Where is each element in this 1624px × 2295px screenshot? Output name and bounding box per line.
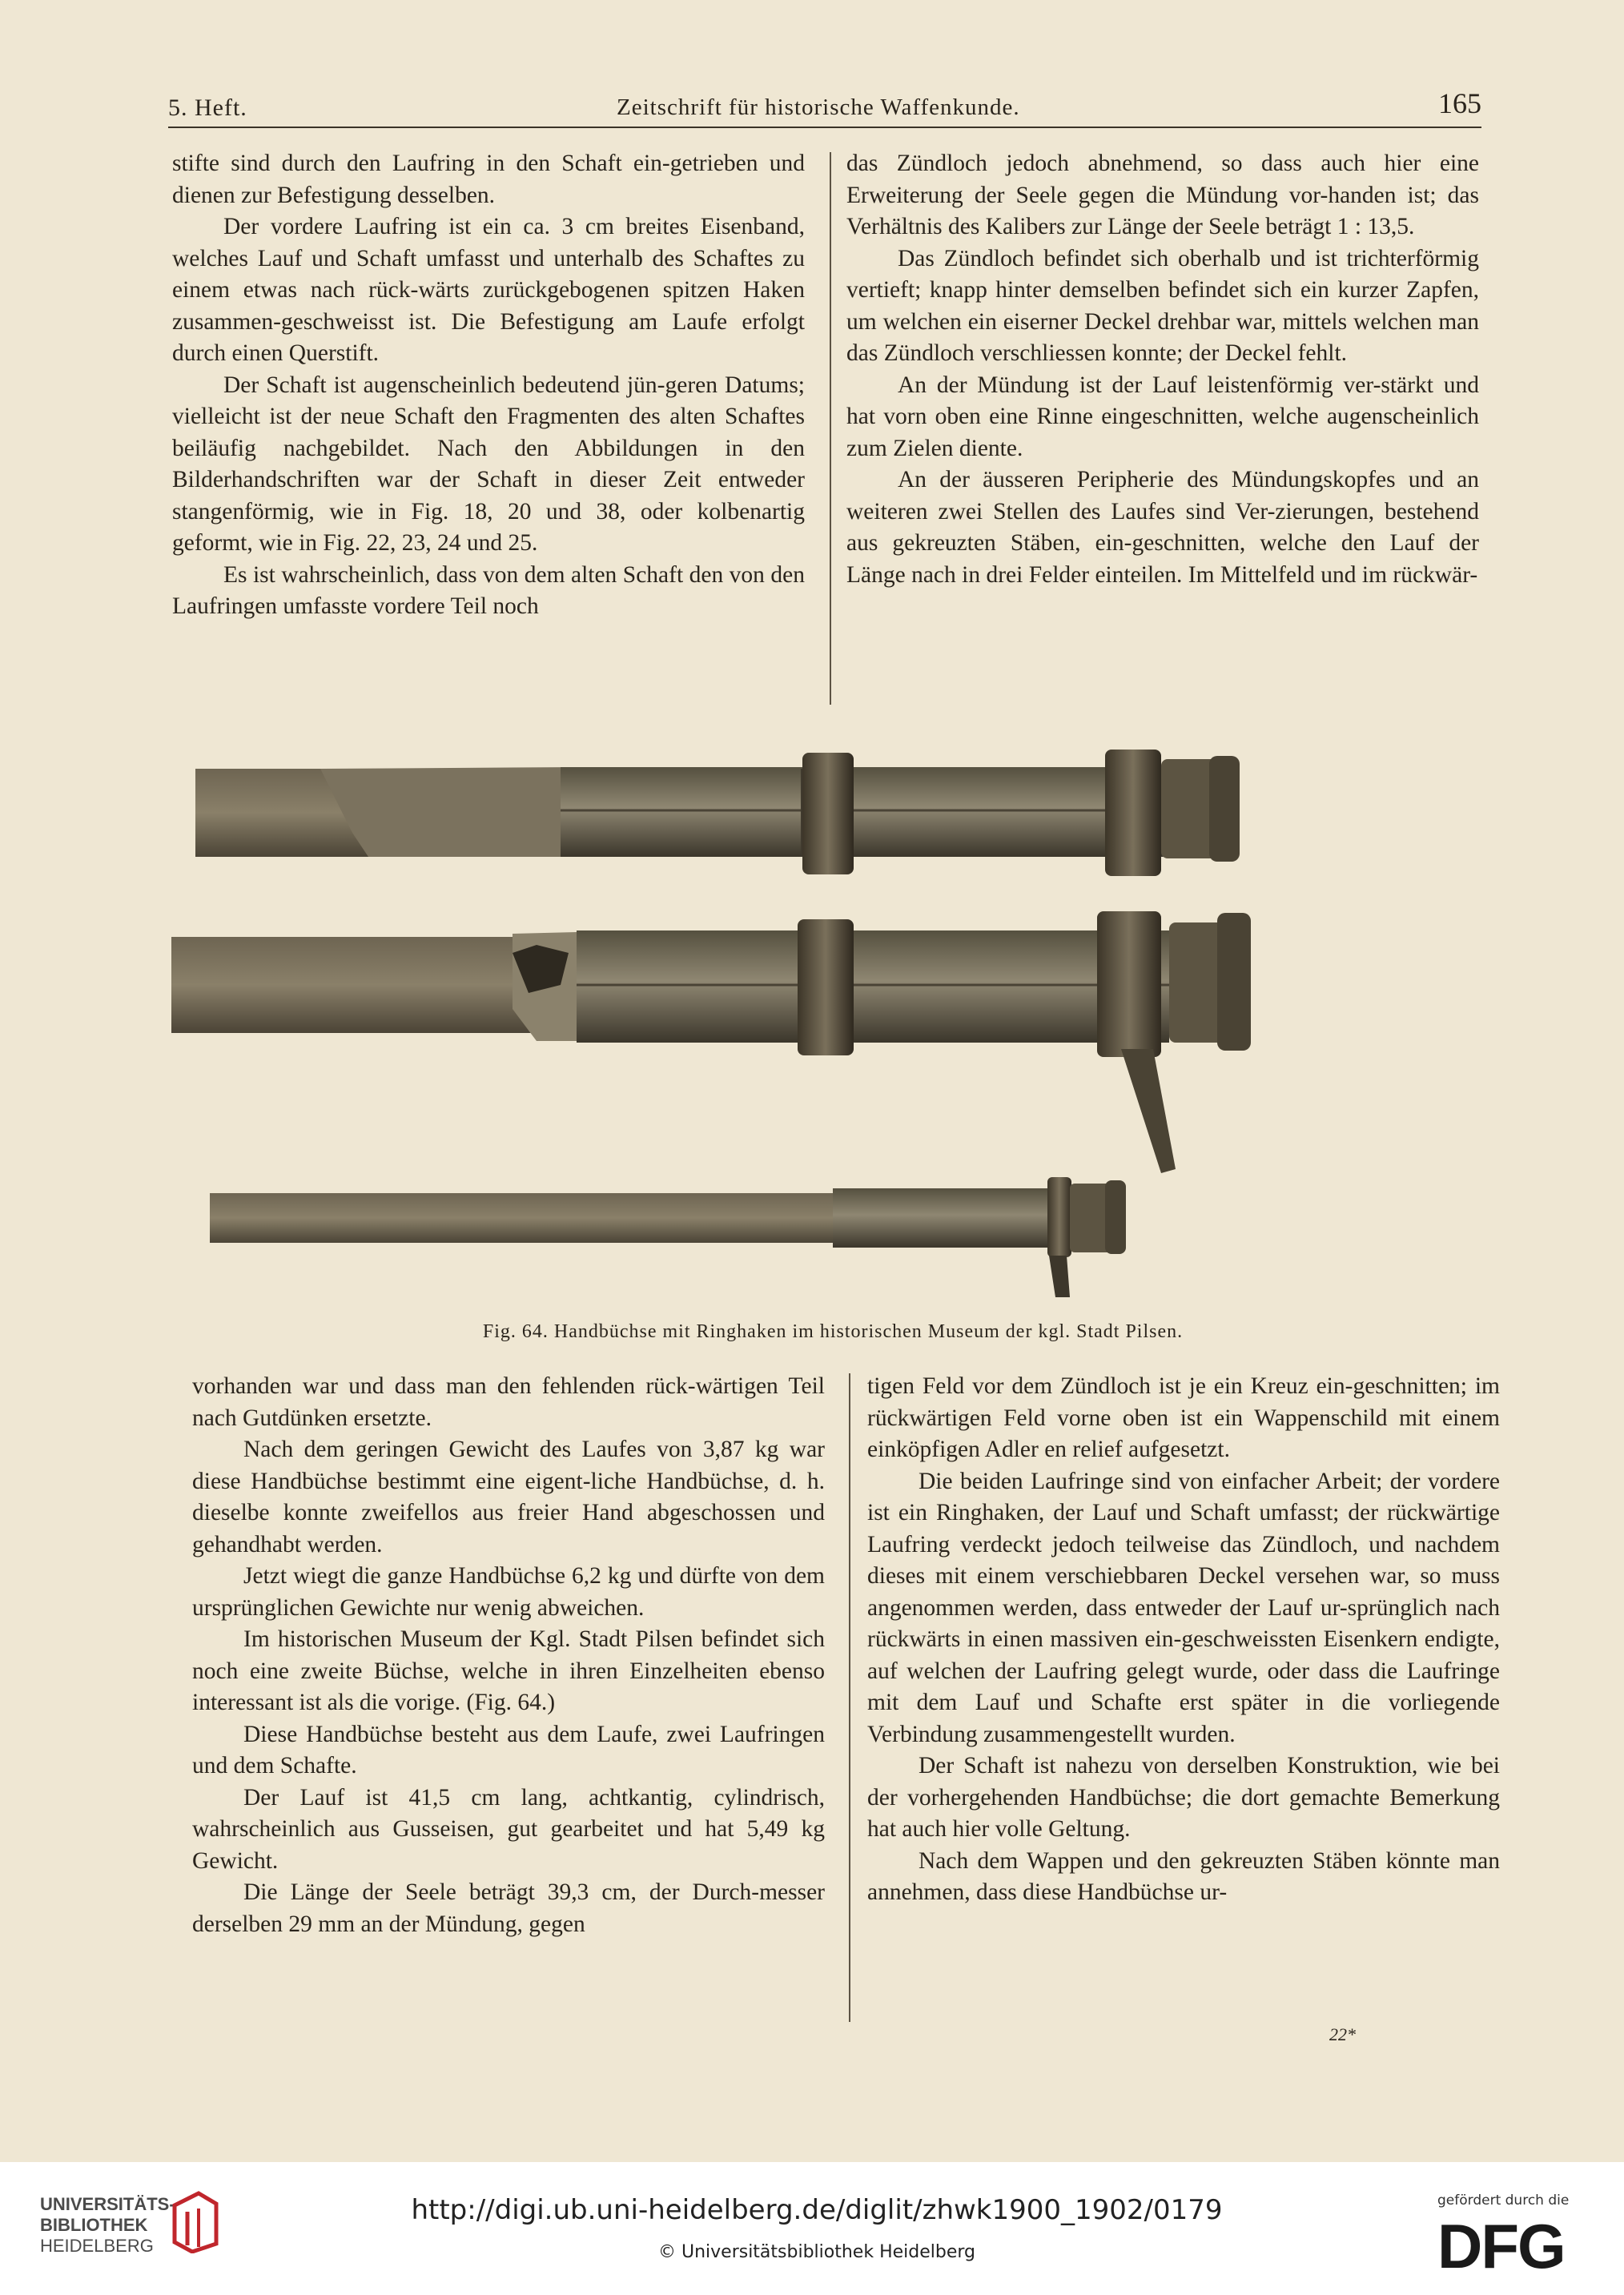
page-number: 165 xyxy=(1438,87,1481,119)
handbuechse-photograph xyxy=(160,721,1505,1313)
journal-title: Zeitschrift für historische Waffenkunde. xyxy=(617,94,1020,120)
barrel-top xyxy=(195,750,1240,876)
paragraph: Das Zündloch befindet sich oberhalb und ist trichterförmig vertieft; knapp hinter demselben befindet sich ein kurzer Zapfen, um welchen ein eiserner Deckel drehbar war, mittels welchen man das Zündloch verschliessen konnte; der Deckel fehlt. xyxy=(846,245,1479,366)
paragraph: Nach dem Wappen und den gekreuzten Stäben könnte man annehmen, dass diese Handbüchse ur- xyxy=(867,1847,1500,1905)
paragraph: Der Lauf ist 41,5 cm lang, achtkantig, cylindrisch, wahrscheinlich aus Gusseisen, gut gearbeitet und hat 5,49 kg Gewicht. xyxy=(192,1784,825,1874)
running-header xyxy=(168,86,1481,127)
paragraph: Jetzt wiegt die ganze Handbüchse 6,2 kg und dürfte von dem ursprünglichen Gewichte nur wenig abweichen. xyxy=(192,1563,825,1621)
paragraph: An der äusseren Peripherie des Mündungskopfes und an weiteren zwei Stellen des Laufes sind Ver-zierungen, bestehend aus gekreuzten Stäben, ein-geschnitten, welche den Lauf der Länge nach in drei Felder einteilen. Im Mittelfeld und im rückwär- xyxy=(846,467,1479,588)
barrel-middle xyxy=(171,911,1251,1173)
paragraph: Diese Handbüchse besteht aus dem Laufe, zwei Laufringen und dem Schafte. xyxy=(192,1721,825,1779)
top-left-column xyxy=(172,148,805,623)
bottom-left-column xyxy=(192,1371,825,1940)
paragraph: Der Schaft ist nahezu von derselben Konstruktion, wie bei der vorhergehenden Handbüchse; die dort gemachte Bemerkung hat auch hier volle Geltung. xyxy=(867,1753,1500,1842)
viewer-footer xyxy=(0,2162,1624,2295)
paragraph: Es ist wahrscheinlich, dass von dem alten Schaft den von den Laufringen umfasste vordere Teil noch xyxy=(172,561,805,619)
signature-mark: 22* xyxy=(1329,2024,1356,2044)
paragraph: Im historischen Museum der Kgl. Stadt Pilsen befindet sich noch eine zweite Büchse, welche in ihren Einzelheiten ebenso interessant ist als die vorige. (Fig. 64.) xyxy=(192,1626,825,1715)
column-rule xyxy=(830,152,831,705)
library-emblem-icon xyxy=(167,2189,223,2253)
library-name-line: UNIVERSITÄTS- xyxy=(40,2194,175,2214)
paragraph: Die Länge der Seele beträgt 39,3 cm, der Durch-messer derselben 29 mm an der Mündung, gegen xyxy=(192,1879,825,1937)
copyright-notice: © Universitätsbibliothek Heidelberg xyxy=(657,2242,975,2262)
paragraph: Der Schaft ist augenscheinlich bedeutend jün-geren Datums; vielleicht ist der neue Schaft den Fragmenten des alten Schaftes beiläufig nachgebildet. Nach den Abbildungen in den Bilderhandschriften war der Schaft in dieser Zeit entweder stangenförmig, wie in Fig. 18, 20 und 38, oder kolbenartig geformt, wie in Fig. 22, 23, 24 und 25. xyxy=(172,372,805,556)
funder-label: gefördert durch die xyxy=(1437,2193,1570,2209)
header-rule xyxy=(168,127,1481,128)
paragraph: stifte sind durch den Laufring in den Schaft ein-getrieben und dienen zur Befestigung desselben. xyxy=(172,151,805,208)
paragraph: Der vordere Laufring ist ein ca. 3 cm breites Eisenband, welches Lauf und Schaft umfasst und unterhalb des Schaftes zu einem etwas nach rück-wärts zurückgebogenen spitzen Haken zusammen-geschweisst ist. Die Befestigung am Laufe erfolgt durch einen Querstift. xyxy=(172,214,805,366)
bottom-right-column xyxy=(867,1371,1500,1909)
issue-label: 5. Heft. xyxy=(168,94,247,121)
paragraph: vorhanden war und dass man den fehlenden rück-wärtigen Teil nach Gutdünken ersetzte. xyxy=(192,1373,825,1431)
top-right-column xyxy=(846,148,1479,591)
library-name-line: HEIDELBERG xyxy=(40,2236,154,2256)
permalink[interactable]: http://digi.ub.uni-heidelberg.de/diglit/zhwk1900_1902/0179 xyxy=(411,2194,1223,2226)
library-name-line: BIBLIOTHEK xyxy=(40,2215,148,2235)
barrel-bottom xyxy=(210,1177,1126,1297)
paragraph: tigen Feld vor dem Zündloch ist je ein Kreuz ein-geschnitten; im rückwärtigen Feld vorne oben ist ein Wappenschild mit einem einköpfigen Adler en relief aufgesetzt. xyxy=(867,1373,1500,1462)
paragraph: Nach dem geringen Gewicht des Laufes von 3,87 kg war diese Handbüchse bestimmt eine eigent-liche Handbüchse, d. h. dieselbe konnte zweifellos aus freier Hand abgeschossen und gehandhabt werden. xyxy=(192,1437,825,1557)
paragraph: An der Mündung ist der Lauf leistenförmig ver-stärkt und hat vorn oben eine Rinne eingeschnitten, welche augenscheinlich zum Zielen diente. xyxy=(846,372,1479,461)
column-rule xyxy=(849,1373,850,2022)
paragraph: Die beiden Laufringe sind von einfacher Arbeit; der vordere ist ein Ringhaken, der Lauf und Schaft umfasst; der rückwärtige Laufring verdeckt jedoch teilweise das Zündloch, und nachdem dieses mit einem verschiebbaren Deckel versehen war, so muss angenommen werden, dass entweder der Lauf ur-sprünglich nach rückwärts in einen massiven ein-geschweissten Eisenkern endigte, auf welchen der Laufring gelegt wurde, oder dass die Laufringe mit dem Lauf und Schafte erst später in die vorliegende Verbindung zusammengestellt wurden. xyxy=(867,1468,1500,1747)
dfg-logo[interactable]: DFG xyxy=(1437,2211,1565,2281)
figure-caption: Fig. 64. Handbüchse mit Ringhaken im historischen Museum der kgl. Stadt Pilsen. xyxy=(482,1321,1184,1342)
paragraph: das Zündloch jedoch abnehmend, so dass auch hier eine Erweiterung der Seele gegen die Mündung vor-handen ist; das Verhältnis des Kalibers zur Länge der Seele beträgt 1 : 13,5. xyxy=(846,151,1479,239)
library-logo[interactable] xyxy=(40,2194,232,2257)
